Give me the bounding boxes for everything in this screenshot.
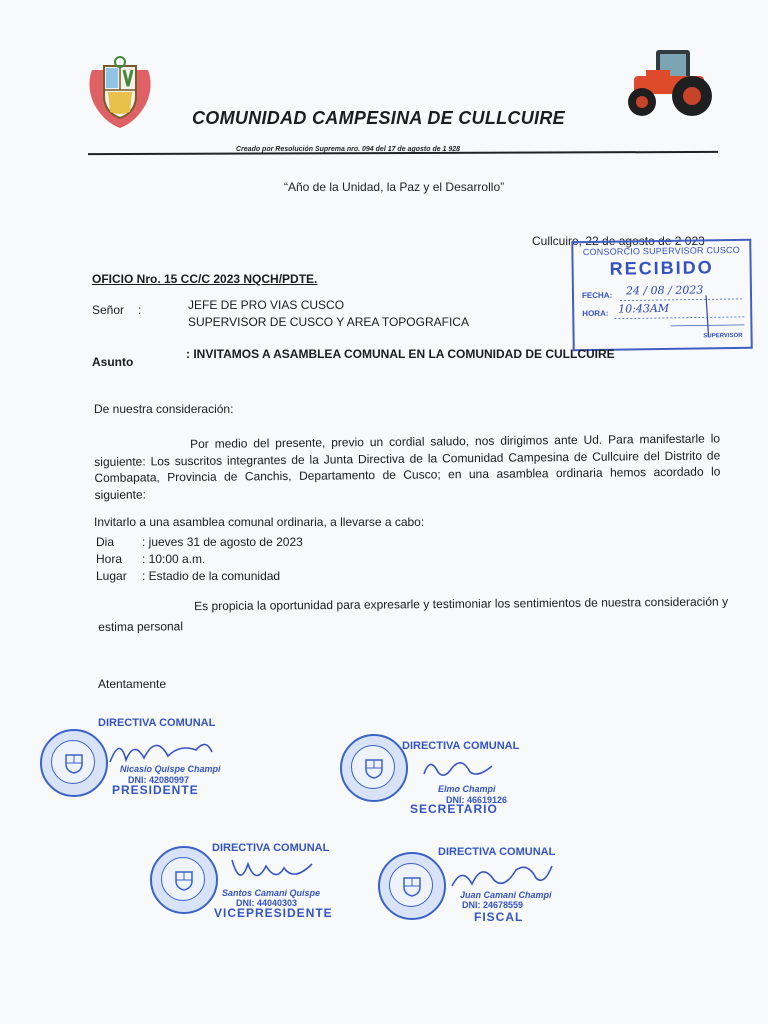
- detail-label: Hora: [96, 552, 123, 566]
- signer-role: FISCAL: [474, 910, 524, 924]
- tractor-icon: [626, 42, 718, 120]
- seal-emblem-icon: [173, 869, 195, 891]
- signature-title: DIRECTIVA COMUNAL: [402, 740, 520, 752]
- signature-scribble: [226, 852, 316, 892]
- stamp-fecha-value: 24 / 08 / 2023: [625, 283, 704, 298]
- recipient-label: Señor: [92, 303, 125, 317]
- signature-scribble: [418, 750, 498, 786]
- invitation-line: Invitarlo a una asamblea comunal ordinaria, a llevarse a cabo:: [94, 515, 425, 529]
- stamp-hora-value: 10:43AM: [618, 301, 670, 316]
- stamp-footer: SUPERVISOR: [703, 332, 743, 340]
- signer-dni: DNI: 24678559: [462, 900, 524, 910]
- stamp-header: CONSORCIO SUPERVISOR CUSCO: [582, 244, 740, 258]
- detail-row-day: [96, 535, 303, 549]
- signer-role: VICEPRESIDENTE: [214, 906, 333, 920]
- subject-text: : INVITAMOS A ASAMBLEA COMUNAL EN LA COMUNIDAD DE CULLCUIRE: [186, 347, 615, 361]
- year-motto: “Año de la Unidad, la Paz y el Desarrollo”: [284, 180, 505, 194]
- stamp-fecha-label: FECHA:: [581, 290, 613, 301]
- body-paragraph-2: Es propicia la oportunidad para expresarle y testimoniar los sentimientos de nuestra consideración y estima personal: [98, 594, 729, 634]
- greeting: De nuestra consideración:: [94, 402, 234, 416]
- signature-title: DIRECTIVA COMUNAL: [438, 846, 556, 858]
- detail-label: Lugar: [96, 569, 127, 583]
- detail-value: : jueves 31 de agosto de 2023: [142, 535, 303, 549]
- detail-row-place: [96, 569, 280, 583]
- oficio-number: OFICIO Nro. 15 CC/C 2023 NQCH/PDTE.: [92, 272, 318, 286]
- signer-role: SECRETARIO: [410, 802, 498, 816]
- seal-emblem-icon: [363, 757, 385, 779]
- body-paragraph-1: Por medio del presente, previo un cordial saludo, nos dirigimos ante Ud. Para manifestarle lo siguiente: Los suscritos integrantes de la Junta Directiva de la Comunidad Campesina de Cullcuire del Distrito de Combapata, Provincia de Canchis, Departamento de Cusco; en una asamblea ordinaria hemos acordado lo siguiente:: [94, 431, 721, 502]
- stamp-hora-label: HORA:: [582, 308, 609, 319]
- signer-name: Nicasio Quispe Champi: [120, 764, 221, 774]
- detail-value: : Estadio de la comunidad: [142, 569, 281, 583]
- signer-name: Juan Camani Champi: [460, 890, 552, 900]
- community-seal: [40, 729, 108, 797]
- community-seal: [378, 852, 446, 920]
- signature-title: DIRECTIVA COMUNAL: [212, 842, 330, 854]
- signer-role: PRESIDENTE: [112, 783, 199, 797]
- seal-emblem-icon: [63, 752, 85, 774]
- detail-value: : 10:00 a.m.: [142, 552, 206, 566]
- creation-resolution: Creado por Resolución Suprema nro. 094 del 17 de agosto de 1 928: [236, 146, 461, 153]
- closing: Atentamente: [98, 677, 167, 691]
- subject-label: Asunto: [92, 355, 134, 369]
- received-stamp: [571, 239, 753, 352]
- detail-label: Dia: [96, 535, 115, 549]
- stamp-title: RECIBIDO: [609, 257, 714, 279]
- signer-dni: DNI: 44040303: [236, 898, 298, 908]
- recipient-line-1: JEFE DE PRO VIAS CUSCO: [188, 298, 345, 312]
- signer-name: Santos Camani Quispe: [222, 888, 321, 898]
- signer-name: Elmo Champi: [438, 784, 496, 794]
- community-seal: [150, 846, 218, 914]
- letter-date: Cullcuire, 22 de agosto de 2 023: [532, 234, 705, 248]
- recipient-line-2: SUPERVISOR DE CUSCO Y AREA TOPOGRAFICA: [188, 315, 469, 329]
- signature-title: DIRECTIVA COMUNAL: [98, 717, 216, 729]
- seal-emblem-icon: [401, 875, 423, 897]
- coat-of-arms-icon: [84, 56, 156, 130]
- signer-dni: DNI: 42080997: [128, 775, 190, 785]
- signer-dni: DNI: 46619126: [446, 795, 508, 805]
- recipient-colon: :: [138, 303, 142, 317]
- community-title: COMUNIDAD CAMPESINA DE CULLCUIRE: [192, 108, 565, 128]
- detail-row-time: [96, 552, 205, 566]
- community-seal: [340, 734, 408, 802]
